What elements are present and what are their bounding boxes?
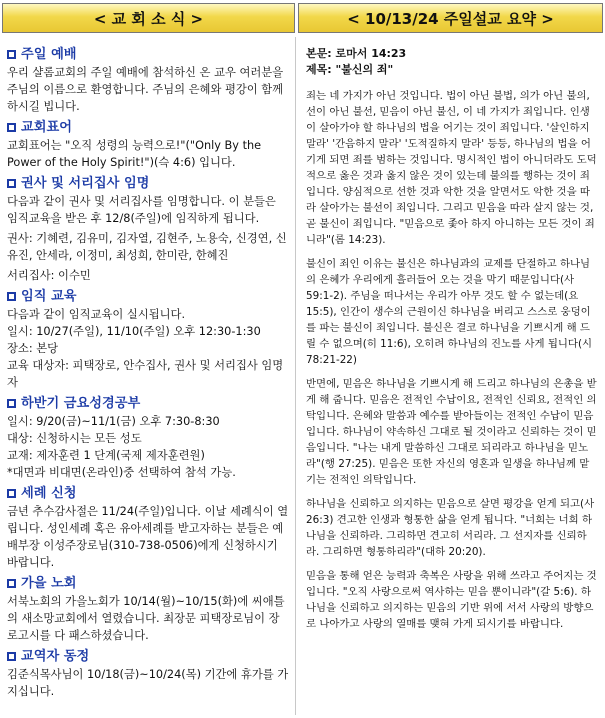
news-paragraph: 대상: 신청하시는 모든 성도	[7, 432, 142, 445]
sermon-title: 제목: "불신의 죄"	[306, 63, 394, 76]
news-paragraph: *대면과 비대면(온라인)중 선택하여 참석 가능.	[7, 466, 236, 479]
sermon-paragraph: 죄는 네 가지가 아닌 것입니다. 법이 아닌 불법, 의가 아닌 불의, 선이 아닌 불선, 믿음이 아닌 불신, 이 네 가지가 죄입니다. 인생이 살아가야 할 하나님의 법을 어기는 것이 죄입니다. '살인하지 말라' '간음하지 말라' '도적질하지 말라' 등등, 하나님의 법을 어기게 되면 죄를 범하는 것입니다. 명시적인 법이 아니더라도 도덕적으로 옳은 것과 옳지 않은 것이 있는데 불의를 행하는 것이 죄입니다. 양심적으로 선한 것과 악한 것을 알면서도 악한 것을 따라 살아가는 불선이 죄입니다. 그리고 믿음을 따라 살지 않는 것, 곧 불신이 죄입니다. "믿음으로 좇아 하지 아니하는 모든 것이 죄니라"(롬 14:23).	[306, 90, 597, 246]
news-section-title: 세례 신청	[7, 485, 289, 502]
checkbox-bullet-icon	[7, 579, 16, 588]
news-section-training	[7, 288, 289, 391]
news-section-motto	[7, 119, 289, 171]
checkbox-bullet-icon	[7, 123, 16, 132]
column-divider	[295, 37, 296, 715]
sermon-summary-header: < 10/13/24 주일설교 요약 >	[298, 3, 603, 33]
sermon-paragraph: 반면에, 믿음은 하나님을 기쁘시게 해 드리고 하나님의 은총을 받게 해 줍니다. 믿음은 전적인 수납이요, 전적인 신뢰요, 전적인 의탁입니다. 은혜와 말씀과 예수를 받아들이는 전적인 수납이 믿음입니다. 하나님이 약속하신 그대로 될 것이라고 신뢰하는 것이 믿음입니다. "나는 내게 말씀하신 그대로 되리라고 하나님을 믿노라"(행 27:25). 믿음은 또한 자신의 영혼과 일생을 하나님께 맡기는 전적인 의탁입니다.	[306, 378, 597, 486]
news-paragraph: 서리집사: 이수민	[7, 269, 91, 282]
news-paragraph: 김준식목사님이 10/18(금)~10/24(목) 기간에 휴가를 가지십니다.	[7, 668, 289, 698]
news-paragraph: 장소: 본당	[7, 342, 59, 355]
church-news-header: < 교 회 소 식 >	[2, 3, 295, 33]
news-section-baptism	[7, 485, 289, 571]
news-section-title: 교회표어	[7, 119, 289, 136]
sermon-paragraph: 하나님을 신뢰하고 의지하는 믿음으로 살면 평강을 얻게 되고(사 26:3) 견고한 인생과 형통한 삶을 얻게 됩니다. "너희는 너희 하나님을 신뢰하라. 그리하면 견고히 서리라. 그 선지자를 신뢰하라. 그리하면 형통하리라"(대하 20:20).	[306, 498, 595, 558]
news-section-worship	[7, 46, 289, 115]
news-paragraph: 일시: 10/27(주일), 11/10(주일) 오후 12:30-1:30	[7, 325, 261, 338]
checkbox-bullet-icon	[7, 489, 16, 498]
news-paragraph: 다음과 같이 권사 및 서리집사를 임명합니다. 이 분들은 임직교육을 받은 후 12/8(주일)에 임직하게 됩니다.	[7, 195, 276, 225]
news-section-appointment	[7, 175, 289, 284]
checkbox-bullet-icon	[7, 50, 16, 59]
news-section-title: 하반기 금요성경공부	[7, 395, 289, 412]
news-section-title: 임직 교육	[7, 288, 289, 305]
news-section-presbytery	[7, 575, 289, 644]
checkbox-bullet-icon	[7, 179, 16, 188]
news-section-title: 주일 예배	[7, 46, 289, 63]
checkbox-bullet-icon	[7, 652, 16, 661]
checkbox-bullet-icon	[7, 292, 16, 301]
news-paragraph: 교재: 제자훈련 1 단계(국제 제자훈련원)	[7, 449, 205, 462]
sermon-scripture: 본문: 로마서 14:23	[306, 47, 407, 60]
news-section-title: 권사 및 서리집사 임명	[7, 175, 289, 192]
church-news-column	[7, 44, 289, 704]
sermon-paragraph: 불신이 죄인 이유는 불신은 하나님과의 교제를 단절하고 하나님의 은혜가 우리에게 흘러들어 오는 것을 막기 때문입니다(사 59:1-2). 주님을 떠나서는 우리가 아무 것도 할 수 없는데(요 15:5), 인간이 생수의 근원이신 하나님을 버리고 스스로 웅덩이를 파는 불신이 죄입니다. 불신은 결코 하나님을 기쁘시게 해 드릴 수 없으며(히 11:6), 오히려 하나님의 진노를 사게 됩니다(시 78:21-22)	[306, 258, 593, 366]
sermon-paragraph: 믿음을 통해 얻은 능력과 축복은 사랑을 위해 쓰라고 주어지는 것입니다. "오직 사랑으로써 역사하는 믿음 뿐이니라"(갈 5:6). 하나님을 신뢰하고 의지하는 믿음의 기반 위에 서서 사랑의 방향으로 나아가고 사랑의 열매를 맺혀 가게 되시기를 바랍니다.	[306, 570, 597, 630]
news-paragraph: 교회표어는 "오직 성령의 능력으로!"("Only By the Power of the Holy Spirit!")(슥 4:6) 입니다.	[7, 139, 262, 169]
news-paragraph: 금년 추수감사절은 11/24(주일)입니다. 이날 세례식이 열립니다. 성인세례 혹은 유아세례를 받고자하는 분들은 예배부장 이성주장로님(310-738-0506)에게 신청하시기 바랍니다.	[7, 505, 289, 569]
checkbox-bullet-icon	[7, 399, 16, 408]
news-paragraph: 일시: 9/20(금)~11/1(금) 오후 7:30-8:30	[7, 415, 220, 428]
news-paragraph: 서북노회의 가을노회가 10/14(월)~10/15(화)에 씨애틀의 새소망교회에서 열렸습니다. 최장문 피택장로님이 장로고시를 다 패스하셨습니다.	[7, 595, 285, 642]
news-section-title: 가을 노회	[7, 575, 289, 592]
news-paragraph: 우리 샬롬교회의 주일 예배에 참석하신 온 교우 여러분을 주님의 이름으로 환영합니다. 주님의 은혜와 평강이 함께 하시길 빕니다.	[7, 66, 284, 113]
news-section-bible-study	[7, 395, 289, 481]
news-paragraph: 다음과 같이 임직교육이 실시됩니다.	[7, 308, 186, 321]
news-paragraph: 권사: 기혜련, 김유미, 김자열, 김현주, 노용숙, 신경연, 신유진, 안세라, 이정미, 최성희, 한미란, 한혜진	[7, 232, 287, 262]
news-section-staff	[7, 648, 289, 700]
news-paragraph: 교육 대상자: 피택장로, 안수집사, 권사 및 서리집사 임명자	[7, 359, 284, 389]
news-section-title: 교역자 동정	[7, 648, 289, 665]
sermon-summary-column	[306, 46, 598, 640]
